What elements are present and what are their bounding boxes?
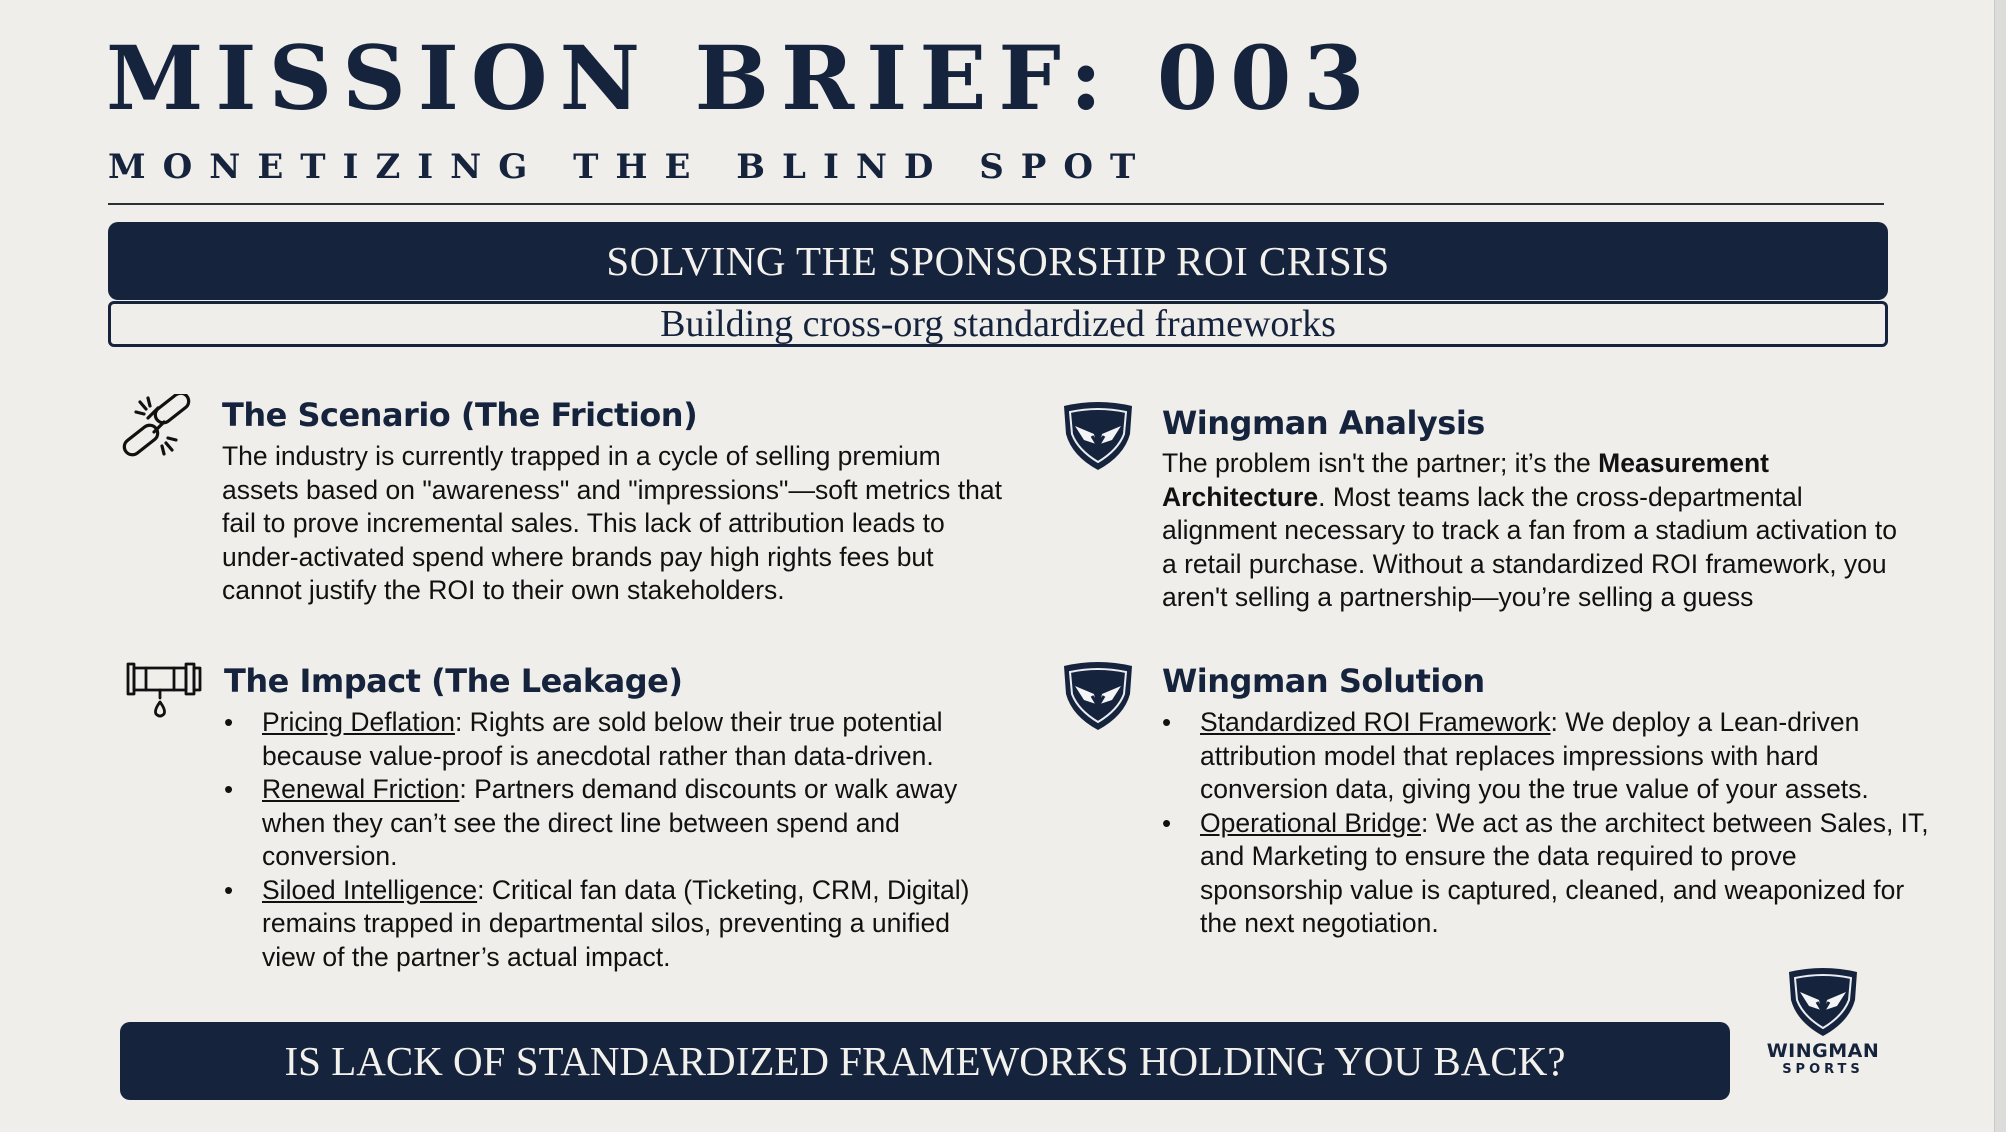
impact-list bbox=[224, 706, 1004, 974]
subheadline-text: Building cross-org standardized frameworks bbox=[660, 303, 1336, 345]
page-edge bbox=[1994, 0, 2006, 1132]
wingman-shield-icon bbox=[1058, 660, 1138, 732]
analysis-body-prefix: The problem isn't the partner; it’s the bbox=[1162, 448, 1599, 478]
headline-text: SOLVING THE SPONSORSHIP ROI CRISIS bbox=[606, 238, 1390, 284]
solution-body bbox=[1162, 706, 1932, 941]
impact-text: : Partners demand discounts or walk away when they can’t see the direct line between spend and conversion. bbox=[262, 774, 958, 871]
page-title: MISSION BRIEF: 003 bbox=[106, 26, 1377, 130]
solution-title: Wingman Solution bbox=[1162, 662, 1485, 700]
wingman-logo bbox=[1758, 966, 1888, 1076]
impact-term: Renewal Friction bbox=[262, 774, 460, 804]
impact-text: : Rights are sold below their true potential because value-proof is anecdotal rather than data-driven. bbox=[262, 707, 943, 771]
impact-term: Siloed Intelligence bbox=[262, 874, 478, 905]
headline-banner bbox=[108, 222, 1888, 300]
page-subtitle: MONETIZING THE BLIND SPOT bbox=[108, 147, 1153, 187]
list-item bbox=[224, 706, 1004, 773]
cta-banner bbox=[120, 1022, 1730, 1100]
scenario-body: The industry is currently trapped in a cycle of selling premium assets based on "awareness" and "impressions"—soft metrics that fail to prove incremental sales. This lack of attribution leads to under-activated spend where brands pay high rights fees but cannot justify the ROI to their own stakeholders. bbox=[222, 441, 1002, 605]
analysis-body bbox=[1162, 447, 1907, 615]
wingman-shield-icon bbox=[1058, 400, 1138, 472]
analysis-body-suffix: . Most teams lack the cross-departmental alignment necessary to track a fan from a stadium activation to a retail purchase. Without a standardized ROI framework, you aren't selling a partnership—you’re selling a guess bbox=[1162, 481, 1897, 612]
solution-term: Operational Bridge bbox=[1200, 807, 1421, 838]
analysis-title: Wingman Analysis bbox=[1162, 404, 1485, 442]
list-item bbox=[224, 773, 1004, 874]
divider bbox=[108, 203, 1884, 205]
solution-list bbox=[1162, 706, 1932, 941]
impact-text: : Critical fan data (Ticketing, CRM, Digital) remains trapped in departmental silos, preventing a unified view of the partner’s actual impact. bbox=[262, 874, 970, 972]
list-item bbox=[1162, 706, 1932, 807]
list-item bbox=[224, 874, 1004, 975]
impact-title: The Impact (The Leakage) bbox=[224, 662, 683, 700]
impact-term: Pricing Deflation bbox=[262, 707, 455, 737]
solution-term: Standardized ROI Framework bbox=[1200, 707, 1551, 737]
logo-name: WINGMAN bbox=[1766, 1040, 1880, 1062]
analysis-body-bold: Measurement Architecture bbox=[1162, 448, 1769, 512]
leaking-pipe-icon bbox=[126, 660, 204, 720]
broken-link-icon bbox=[118, 394, 196, 460]
wingman-shield-icon bbox=[1781, 966, 1865, 1038]
cta-text: IS LACK OF STANDARDIZED FRAMEWORKS HOLDING YOU BACK? bbox=[284, 1038, 1566, 1084]
list-item bbox=[1162, 807, 1932, 941]
scenario-title: The Scenario (The Friction) bbox=[222, 396, 698, 434]
subheadline-banner bbox=[108, 301, 1888, 347]
solution-text: : We act as the architect between Sales, IT, and Marketing to ensure the data required to prove sponsorship value is captured, cleaned, and weaponized for the next negotiation. bbox=[1200, 807, 1929, 938]
logo-sub: SPORTS bbox=[1782, 1062, 1864, 1077]
solution-text: : We deploy a Lean-driven attribution model that replaces impressions with hard conversion data, giving you the true value of your assets. bbox=[1200, 707, 1869, 804]
impact-body bbox=[224, 706, 1004, 974]
